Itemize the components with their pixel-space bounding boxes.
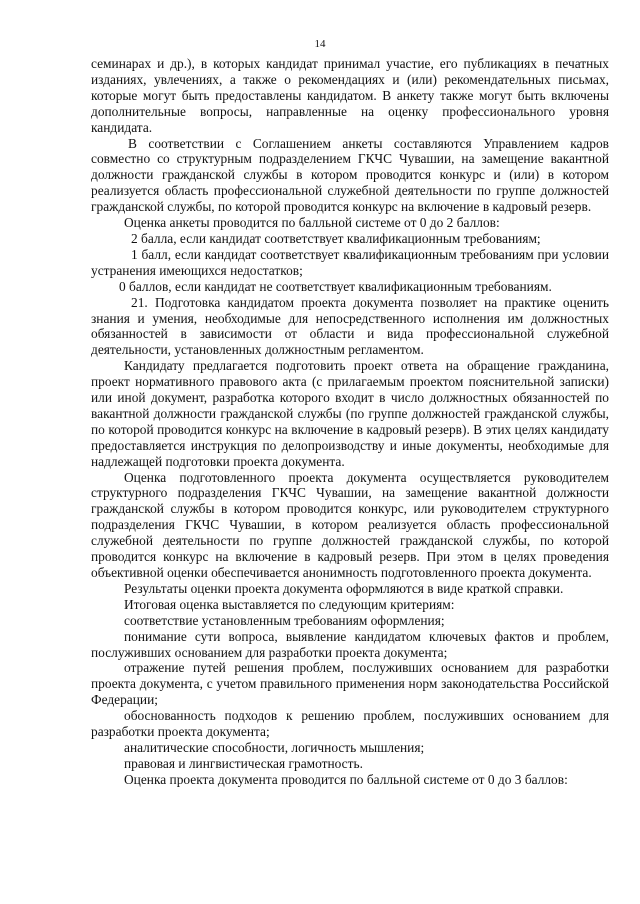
paragraph-results: Результаты оценки проекта документа оформляются в виде краткой справки. — [124, 580, 564, 596]
paragraph-score-0: 0 баллов, если кандидат не соответствует квалификационным требованиям. — [119, 278, 552, 294]
criterion-solutions: отражение путей решения проблем, послуживших основанием для разработки проекта документа, с учетом правильного применения норм законодательства Российской Федерации; — [91, 660, 609, 708]
criterion-justification: обоснованность подходов к решению проблем, послуживших основанием для разработки проекта документа; — [91, 708, 609, 740]
paragraph-draft-scoring: Оценка проекта документа проводится по балльной системе от 0 до 3 баллов: — [124, 771, 568, 787]
paragraph-draft-evaluation: Оценка подготовленного проекта документа осуществляется руководителем структурного подразделения ГКЧС Чувашии, на замещение вакантной должности гражданской службы в котором проводится конкурс, или руководителем структурного подразделения ГКЧС Чувашии, в котором реализуется область профессиональной служебной деятельности по группе должностей гражданской службы, по которой проводится конкурс на включение в кадровый резерв. При этом в целях проведения объективной оценки обеспечивается анонимность подготовленного проекта документа. — [91, 469, 609, 580]
criterion-literacy: правовая и лингвистическая грамотность. — [124, 755, 363, 771]
criterion-formatting: соответствие установленным требованиям оформления; — [124, 612, 445, 628]
paragraph-clause-21: 21. Подготовка кандидатом проекта документа позволяет на практике оценить знания и умения, необходимые для непосредственного исполнения им должностных обязанностей в зависимости от области и вида профессиональной служебной деятельности, установленных должностным регламентом. — [91, 294, 609, 358]
page-number: 14 — [314, 38, 326, 50]
paragraph-agreement: В соответствии с Соглашением анкеты составляются Управлением кадров совместно со структурным подразделением ГКЧС Чувашии, на замещение вакантной должности гражданской службы в котором проводится конкурс и (или) в котором реализуется область профессиональной служебной деятельности по группе должностей гражданской службы, по которой проводится конкурс на включение в кадровый резерв. — [91, 135, 609, 215]
paragraph-candidate-info: семинарах и др.), в которых кандидат принимал участие, его публикациях в печатных изданиях, увлечениях, а также о рекомендациях и (или) рекомендательных письмах, которые могут быть предоставлены кандидатом. В анкету также могут быть включены дополнительные вопросы, направленные на оценку профессионального уровня кандидата. — [91, 56, 609, 135]
paragraph-assignment: Кандидату предлагается подготовить проект ответа на обращение гражданина, проект нормативного правового акта (с прилагаемым проектом пояснительной записки) или иной документ, разработка которого входит в число должностных обязанностей по вакантной должности гражданской службы (по группе должностей гражданской службы, по которой проводится конкурс на включение в кадровый резерв). В этих целях кандидату предоставляется инструкция по делопроизводству и иные документы, необходимые для надлежащей подготовки проекта документа. — [91, 358, 609, 469]
paragraph-score-2: 2 балла, если кандидат соответствует квалификационным требованиям; — [131, 230, 541, 246]
paragraph-questionnaire-scoring: Оценка анкеты проводится по балльной системе от 0 до 2 баллов: — [124, 215, 500, 231]
paragraph-score-1: 1 балл, если кандидат соответствует квалификационным требованиям при условии устранения имеющихся недостатков; — [91, 246, 609, 278]
criterion-understanding: понимание сути вопроса, выявление кандидатом ключевых фактов и проблем, послуживших основанием для разработки проекта документа; — [91, 628, 609, 660]
criterion-analytical: аналитические способности, логичность мышления; — [124, 739, 425, 755]
document-body — [91, 56, 609, 788]
paragraph-criteria-intro: Итоговая оценка выставляется по следующим критериям: — [124, 596, 455, 612]
